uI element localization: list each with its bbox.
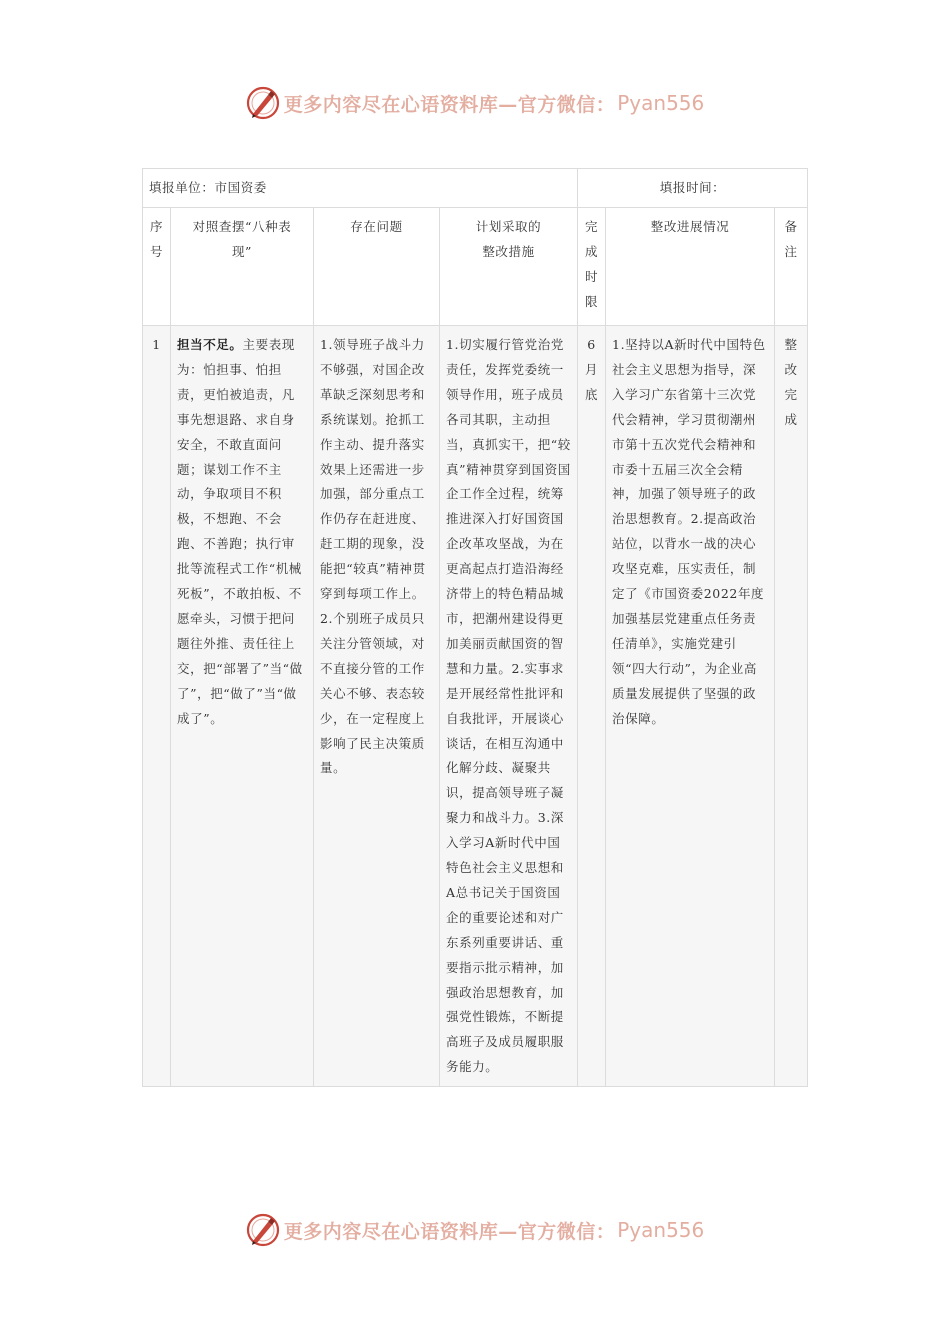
fill-time-label: 填报时间： (659, 179, 726, 195)
row-measures: 1.切实履行管党治党责任，发挥党委统一领导作用，班子成员各司其职，主动担当，真抓实干，把“较真”精神贯穿到国资国企工作全过程，统筹推进深入打好国资国企改革攻坚战，为在更高起点打造沿海经济带上的特色精品城市，把潮州建设得更加美丽贡献国资的智慧和力量。2.实事求是开展经常性批评和自我批评，开展谈心谈话，在相互沟通中化解分歧、凝聚共识，提高领导班子凝聚力和战斗力。3.深入学习A新时代中国特色社会主义思想和A总书记关于国资国企的重要论述和对广东系列重要讲话、重要指示批示精神，加强政治思想教育，加强党性锻炼，不断提高班子及成员履职服务能力。 (440, 326, 578, 1087)
row-category-title: 担当不足。 (177, 337, 243, 352)
row-problem: 1.领导班子战斗力不够强，对国企改革缺乏深刻思考和系统谋划。抢抓工作主动、提升落实效果上还需进一步加强，部分重点工作仍存在赶进度、赶工期的现象，没能把“较真”精神贯穿到每项工作上。2.个别班子成员只关注分管领域，对不直接分管的工作关心不够、表态较少，在一定程度上影响了民主决策质量。 (314, 326, 440, 1087)
col-header-problem: 存在问题 (314, 208, 440, 326)
col-header-seq: 序号 (143, 208, 171, 326)
pen-logo-icon (246, 1213, 280, 1247)
banner-text: 更多内容尽在心语资料库—官方微信： (283, 1220, 616, 1243)
pen-logo-icon (246, 86, 280, 120)
fill-time-cell (578, 169, 808, 208)
row-seq: 1 (143, 326, 171, 1087)
col-header-remark: 备注 (775, 208, 808, 326)
row-deadline: 6月底 (578, 326, 606, 1087)
row-category (171, 326, 314, 1087)
banner-text: 更多内容尽在心语资料库—官方微信： (283, 93, 616, 116)
col-header-deadline: 完成时限 (578, 208, 606, 326)
col-header-category: 对照查摆“八种表现” (171, 208, 314, 326)
col-header-measures: 计划采取的整改措施 (440, 208, 578, 326)
rectification-table (142, 168, 808, 1087)
fill-unit-cell (143, 169, 578, 208)
col-header-progress: 整改进展情况 (606, 208, 775, 326)
row-category-text: 主要表现为：怕担事、怕担责，更怕被追责，凡事先想退路、求自身安全，不敢直面问题；谋划工作不主动，争取项目不积极，不想跑、不会跑、不善跑；执行审批等流程式工作“机械死板”，不敢拍板、不愿牵头，习惯于把问题往外推、责任往上交，把“部署了”当“做了”，把“做了”当“做成了”。 (177, 337, 303, 726)
banner-handle: Pyan556 (617, 91, 705, 115)
row-progress: 1.坚持以A新时代中国特色社会主义思想为指导，深入学习广东省第十三次党代会精神，学习贯彻潮州市第十五次党代会精神和市委十五届三次全会精神，加强了领导班子的政治思想教育。2.提高政治站位，以背水一战的决心攻坚克难，压实责任，制定了《市国资委2022年度加强基层党建重点任务责任清单》，实施党建引领“四大行动”，为企业高质量发展提供了坚强的政治保障。 (606, 326, 775, 1087)
header-banner (0, 83, 950, 123)
footer-banner (0, 1210, 950, 1250)
row-remark: 整改完成 (775, 326, 808, 1087)
table-row (143, 326, 808, 1087)
banner-handle: Pyan556 (617, 1218, 705, 1242)
fill-unit-label: 填报单位：市国资委 (149, 179, 267, 195)
